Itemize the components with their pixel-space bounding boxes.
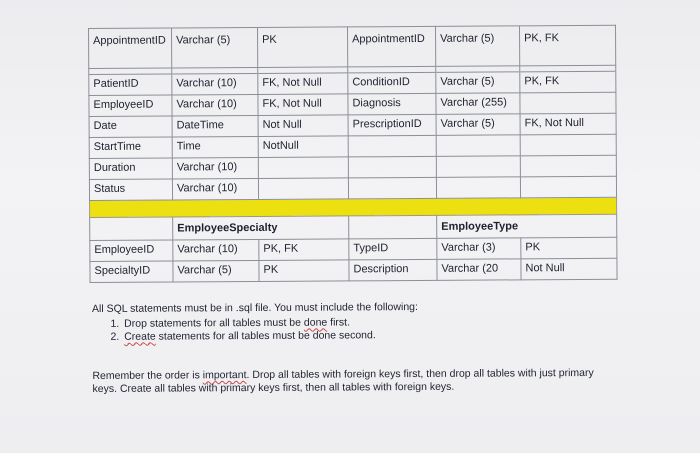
cell: Status [89, 179, 172, 201]
cell [520, 134, 616, 156]
table-title-employee-specialty: EmployeeSpecialty [173, 216, 349, 240]
cell: Varchar (5) [436, 72, 520, 94]
instructions-intro: All SQL statements must be in .sql file. You must include the following: [92, 301, 418, 315]
cell: AppointmentID [347, 26, 435, 67]
cell [349, 215, 437, 239]
cell: AppointmentID [89, 28, 172, 69]
cell: NotNull [258, 136, 348, 158]
cell [90, 217, 173, 241]
cell: Varchar (10) [172, 73, 258, 95]
cell [436, 156, 520, 178]
reminder-text: Remember the order is [92, 369, 203, 382]
cell: FK, Not Null [258, 73, 348, 95]
cell: EmployeeID [89, 95, 172, 117]
item-text: Drop statements for all tables must be [124, 316, 304, 330]
cell: Varchar (5) [435, 26, 519, 67]
cell [348, 177, 436, 199]
spellcheck-word: Create [124, 330, 156, 343]
cell: Not Null [521, 258, 617, 280]
cell: FK, Not Null [520, 113, 616, 135]
table-row [90, 214, 617, 240]
cell: Varchar (10) [172, 157, 258, 179]
cell: PK, FK [519, 25, 615, 66]
list-item [122, 328, 632, 344]
cell: Varchar (5) [436, 114, 520, 136]
cell: PatientID [89, 74, 172, 96]
cell: Varchar (10) [172, 178, 258, 200]
cell [520, 155, 616, 177]
cell: Varchar (20 [437, 259, 521, 281]
instructions-list [92, 315, 632, 344]
cell: FK, Not Null [258, 94, 348, 116]
cell: PK, FK [259, 239, 349, 261]
cell [258, 178, 348, 200]
table-row [90, 258, 617, 282]
cell: Varchar (10) [173, 239, 259, 261]
cell: TypeID [349, 238, 437, 260]
cell: DateTime [172, 115, 258, 137]
schema-table [88, 25, 618, 283]
cell: Duration [89, 158, 172, 180]
cell: Varchar (5) [173, 260, 259, 282]
cell: PrescriptionID [348, 114, 436, 136]
schema-table-wrap [88, 25, 620, 283]
cell [436, 177, 520, 199]
cell: Diagnosis [348, 93, 436, 115]
cell: SpecialtyID [90, 261, 173, 283]
cell: Varchar (10) [172, 94, 258, 116]
cell: PK, FK [520, 71, 616, 93]
cell: PK [257, 27, 347, 68]
cell: PK [259, 260, 349, 282]
cell [520, 176, 616, 198]
cell [348, 156, 436, 178]
cell: Varchar (3) [437, 238, 521, 260]
cell: Date [89, 116, 172, 138]
cell [436, 135, 520, 157]
reminder-text: . Drop all tables with foreign keys first, then drop all tables with just primary keys. Create all tables with primary keys first, then all tables with foreign keys. [92, 366, 594, 395]
cell: Not Null [258, 115, 348, 137]
cell: ConditionID [348, 72, 436, 94]
cell: Varchar (255) [436, 93, 520, 115]
cell: Time [172, 136, 258, 158]
cell: Description [349, 259, 437, 281]
spellcheck-word: done [303, 316, 328, 329]
cell [258, 157, 348, 179]
cell [520, 92, 616, 114]
instructions [92, 300, 633, 396]
cell [348, 135, 436, 157]
spellcheck-word: important [202, 369, 247, 382]
cell: PK [521, 237, 617, 259]
table-title-employee-type: EmployeeType [437, 214, 617, 238]
cell: Varchar (5) [172, 27, 258, 68]
table-row [89, 25, 616, 68]
reminder-paragraph [92, 367, 612, 396]
cell: EmployeeID [90, 240, 173, 262]
cell: StartTime [89, 137, 172, 159]
item-text: first. [327, 316, 351, 329]
item-text: statements for all tables must be done second. [155, 329, 376, 343]
